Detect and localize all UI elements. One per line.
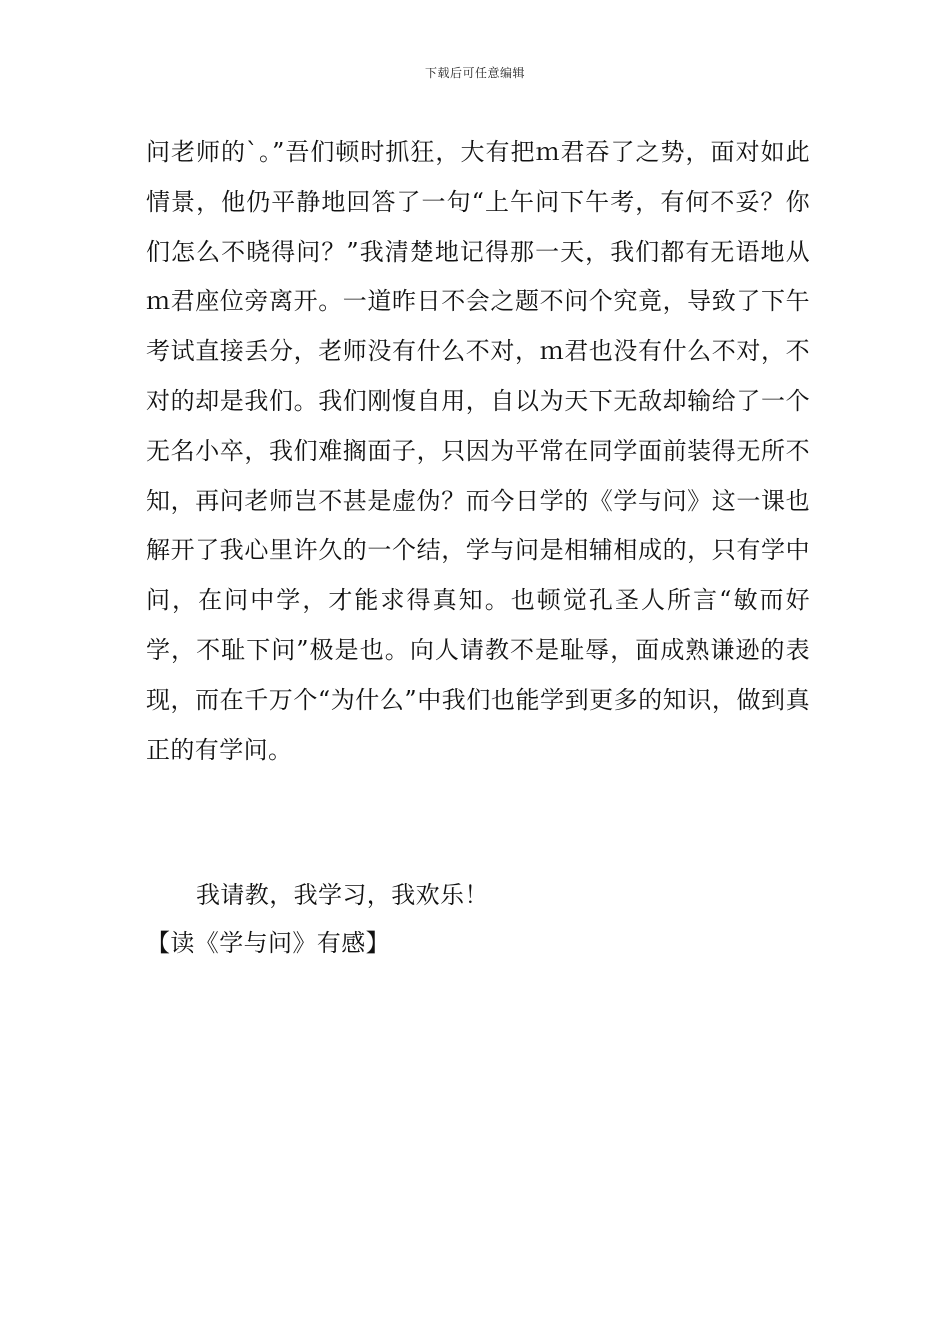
closing-line: 我请教，我学习，我欢乐！ bbox=[196, 881, 489, 909]
body-paragraph: 问老师的`。”吾们顿时抓狂，大有把ｍ君吞了之势，面对如此情景，他仍平静地回答了一句“上午问下午考，有何不妥？你们怎么不晓得问？”我清楚地记得那一天，我们都有无语地从ｍ君座位旁离开。一道昨日不会之题不问个究竟，导致了下午考试直接丢分，老师没有什么不对，ｍ君也没有什么不对，不对的却是我们。我们刚愎自用，自以为天下无敌却输给了一个无名小卒，我们难搁面子，只因为平常在同学面前装得无所不知，再问老师岂不甚是虚伪？而今日学的《学与问》这一课也解开了我心里许久的一个结，学与问是相辅相成的，只有学中问，在问中学，才能求得真知。也顿觉孔圣人所言“敏而好学，不耻下问”极是也。向人请教不是耻辱，面成熟谦逊的表现，而在千万个“为什么”中我们也能学到更多的知识，做到真正的有学问。 bbox=[146, 138, 810, 764]
next-article-title: 【读《学与问》有感】 bbox=[146, 929, 390, 957]
page-header: 下载后可任意编辑 bbox=[424, 66, 525, 80]
